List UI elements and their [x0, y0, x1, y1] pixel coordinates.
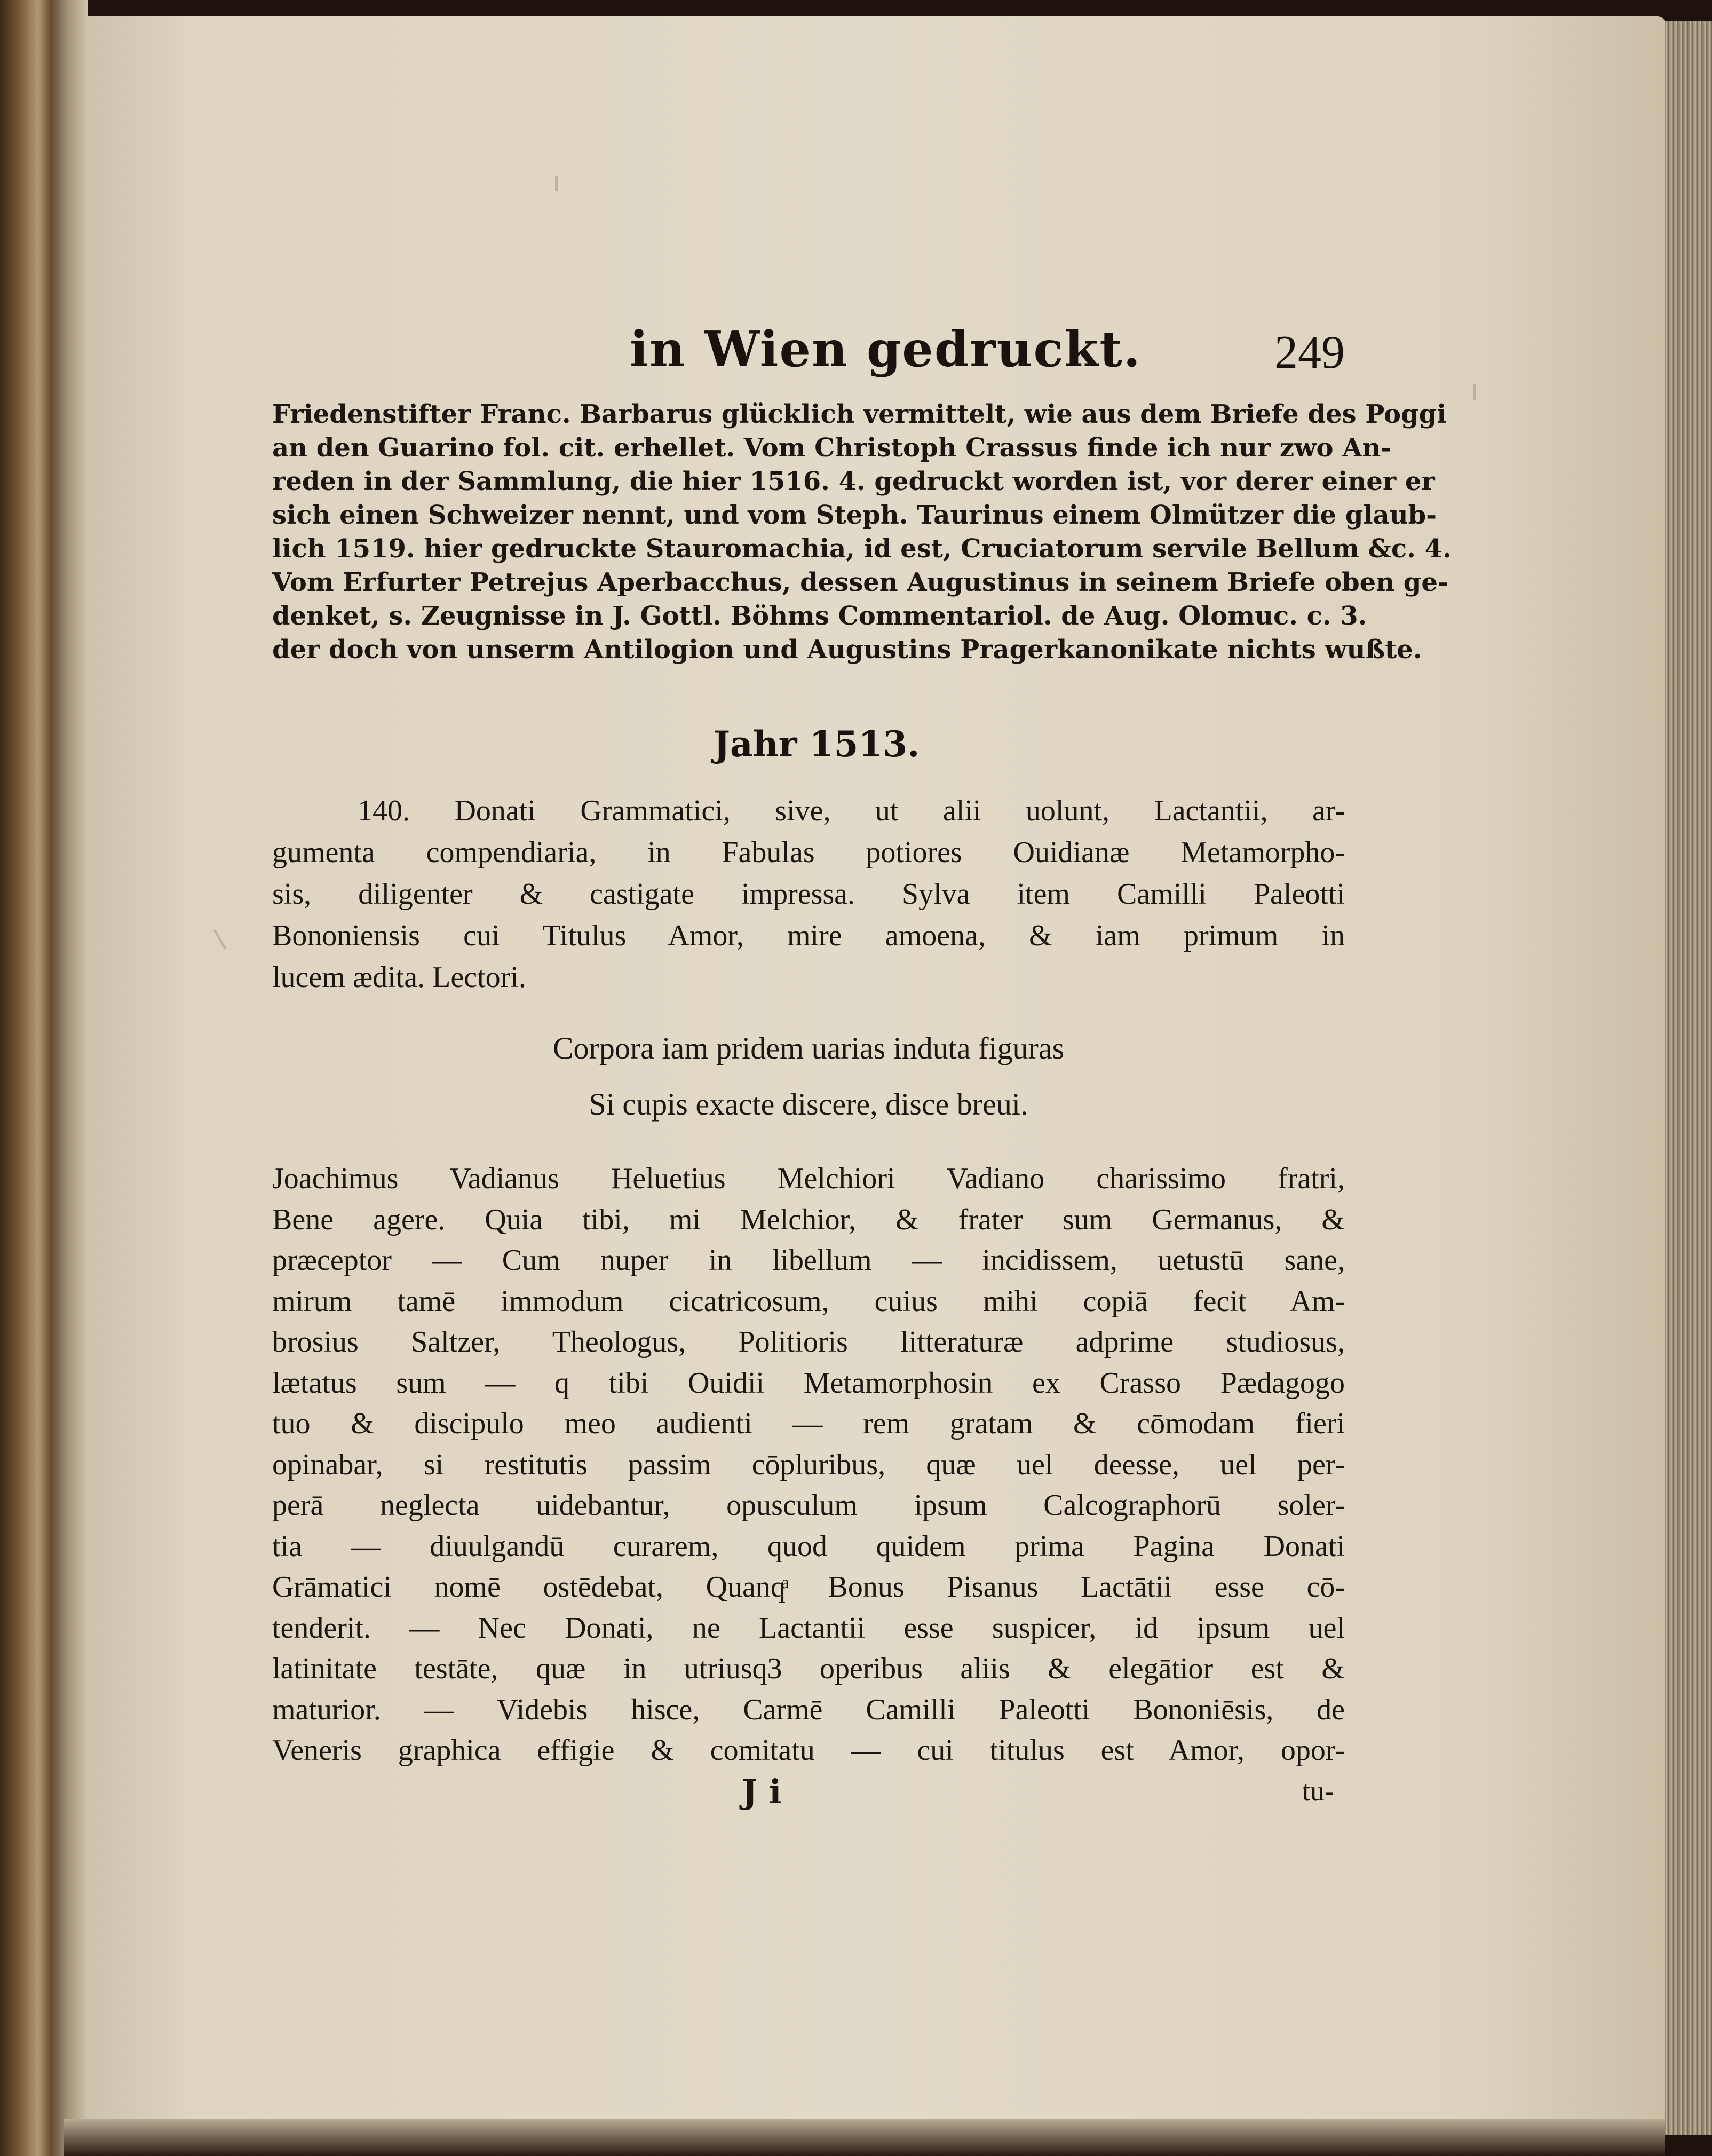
text-line: lich 1519. hier gedruckte Stauromachia, id est, Cruciatorum servile Bellum &c. 4. — [272, 534, 1452, 564]
text-line: Vom Erfurter Petrejus Aperbacchus, dessen Augustinus in seinem Briefe oben ge- — [272, 567, 1448, 597]
catchword: tu- — [1302, 1775, 1334, 1807]
catalog-entry — [272, 790, 1345, 998]
text-line: maturior. — Videbis hisce, Carmē Camilli Paleotti Bononiēsis, de — [272, 1693, 1345, 1726]
fraktur-paragraph — [272, 398, 1452, 667]
text-line: latinitate testāte, quæ in utriusq3 operibus aliis & elegātior est & — [272, 1652, 1345, 1685]
text-line: der doch von unserm Antilogion und Augustins Pragerkanonikate nichts wußte. — [272, 635, 1422, 665]
text-line: Joachimus Vadianus Heluetius Melchiori Vadiano charissimo fratri, — [272, 1162, 1345, 1195]
text-line: opinabar, si restitutis passim cōpluribus, quæ uel deesse, uel per- — [272, 1448, 1345, 1481]
text-line: tenderit. — Nec Donati, ne Lactantii esse suspicer, id ipsum uel — [272, 1611, 1345, 1645]
text-line: tia — diuulgandū curarem, quod quidem prima Pagina Donati — [272, 1529, 1345, 1563]
text-line: perā neglecta uidebantur, opusculum ipsum Calcographorū soler- — [272, 1489, 1345, 1522]
text-line: lucem ædita. Lectori. — [272, 961, 526, 994]
bottom-shadow — [64, 2119, 1665, 2156]
text-line: reden in der Sammlung, die hier 1516. 4. gedruckt worden ist, vor derer einer er — [272, 467, 1435, 496]
verse-line: Corpora iam pridem uarias induta figuras — [552, 1031, 1065, 1065]
text-line: Bononiensis cui Titulus Amor, mire amoena, & iam primum in — [272, 919, 1345, 952]
running-title: in Wien gedruckt. — [630, 320, 1142, 378]
binding-gutter — [51, 0, 88, 2156]
text-line: Friedenstifter Franc. Barbarus glücklich vermittelt, wie aus dem Briefe des Poggi — [272, 399, 1447, 429]
facing-page-edge — [0, 0, 51, 2156]
text-line: Grāmatici nomē ostēdebat, Quanqͣ Bonus Pisanus Lactātii esse cō- — [272, 1570, 1345, 1604]
text-line: mirum tamē immodum cicatricosum, cuius mihi copiā fecit Am- — [272, 1284, 1345, 1318]
text-line: an den Guarino fol. cit. erhellet. Vom Christoph Crassus finde ich nur zwo An- — [272, 433, 1392, 463]
text-line: 140. Donati Grammatici, sive, ut alii uolunt, Lactantii, ar- — [358, 794, 1345, 827]
year-heading: Jahr 1513. — [713, 723, 920, 765]
running-head — [272, 320, 1345, 384]
text-line: gumenta compendiaria, in Fabulas potiores Ouidianæ Metamorpho- — [272, 836, 1345, 869]
text-line: Bene agere. Quia tibi, mi Melchior, & frater sum Germanus, & — [272, 1203, 1345, 1236]
page-edges — [1665, 21, 1712, 2135]
paper-mark — [555, 176, 558, 191]
page-number: 249 — [1274, 327, 1345, 378]
letter-text — [272, 1158, 1345, 1771]
text-line: sis, diligenter & castigate impressa. Sylva item Camilli Paleotti — [272, 878, 1345, 911]
paper-mark — [1473, 384, 1476, 400]
verse-line: Si cupis exacte discere, disce breui. — [589, 1087, 1028, 1122]
text-line: brosius Saltzer, Theologus, Politioris litteraturæ adprime studiosus, — [272, 1325, 1345, 1359]
signature-mark: J i — [742, 1772, 782, 1811]
text-line: denket, s. Zeugnisse in J. Gottl. Böhms Commentariol. de Aug. Olomuc. c. 3. — [272, 601, 1367, 631]
page-footer — [272, 1772, 1345, 1815]
text-line: sich einen Schweizer nennt, und vom Steph. Taurinus einem Olmützer die glaub- — [272, 500, 1437, 530]
text-line: lætatus sum — q tibi Ouidii Metamorphosin ex Crasso Pædagogo — [272, 1366, 1345, 1400]
text-line: Veneris graphica effigie & comitatu — cui titulus est Amor, opor- — [272, 1734, 1345, 1767]
text-line: tuo & discipulo meo audienti — rem gratam & cōmodam fieri — [272, 1407, 1345, 1440]
text-line: præceptor — Cum nuper in libellum — incidissem, uetustū sane, — [272, 1244, 1345, 1277]
